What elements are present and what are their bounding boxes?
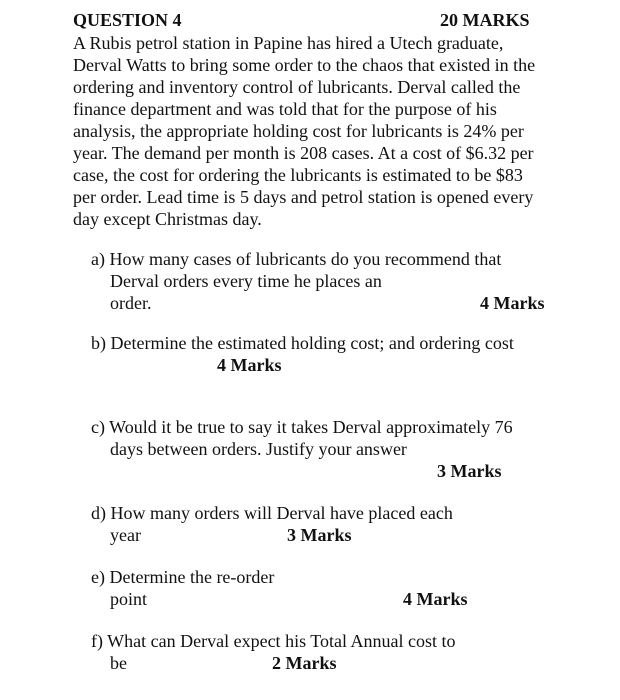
part-c-marks: 3 Marks	[437, 461, 502, 481]
intro-line: Derval Watts to bring some order to the chaos that existed in the	[73, 55, 536, 75]
part-d-line: year	[110, 525, 141, 545]
part-a-marks: 4 Marks	[480, 293, 545, 313]
part-f-line: be	[110, 653, 127, 673]
intro-line: year. The demand per month is 208 cases. At a cost of $6.32 per	[73, 143, 534, 163]
part-f-marks: 2 Marks	[272, 653, 337, 673]
intro-line: analysis, the appropriate holding cost for lubricants is 24% per	[73, 121, 524, 141]
part-a-line: a) How many cases of lubricants do you recommend that	[91, 249, 502, 269]
part-d-marks: 3 Marks	[287, 525, 352, 545]
part-e-marks: 4 Marks	[403, 589, 468, 609]
part-d-line: d) How many orders will Derval have placed each	[91, 503, 453, 523]
part-a-line: Derval orders every time he places an	[110, 271, 382, 291]
part-a-line: order.	[110, 293, 152, 313]
part-c-line: c) Would it be true to say it takes Derval approximately 76	[91, 417, 513, 437]
intro-line: ordering and inventory control of lubricants. Derval called the	[73, 77, 521, 97]
part-f-line: f) What can Derval expect his Total Annual cost to	[91, 631, 456, 651]
intro-line: per order. Lead time is 5 days and petrol station is opened every	[73, 187, 534, 207]
intro-line: case, the cost for ordering the lubricants is estimated to be $83	[73, 165, 523, 185]
total-marks: 20 MARKS	[440, 10, 530, 30]
part-b-marks: 4 Marks	[217, 355, 282, 375]
part-e-line: point	[110, 589, 148, 609]
part-e-line: e) Determine the re-order	[91, 567, 275, 587]
intro-line: finance department and was told that for the purpose of his	[73, 99, 497, 119]
intro-line: day except Christmas day.	[73, 209, 262, 229]
part-c-line: days between orders. Justify your answer	[110, 439, 407, 459]
part-b-line: b) Determine the estimated holding cost; and ordering cost	[91, 333, 514, 353]
intro-line: A Rubis petrol station in Papine has hired a Utech graduate,	[73, 33, 504, 53]
question-title: QUESTION 4	[73, 10, 182, 30]
